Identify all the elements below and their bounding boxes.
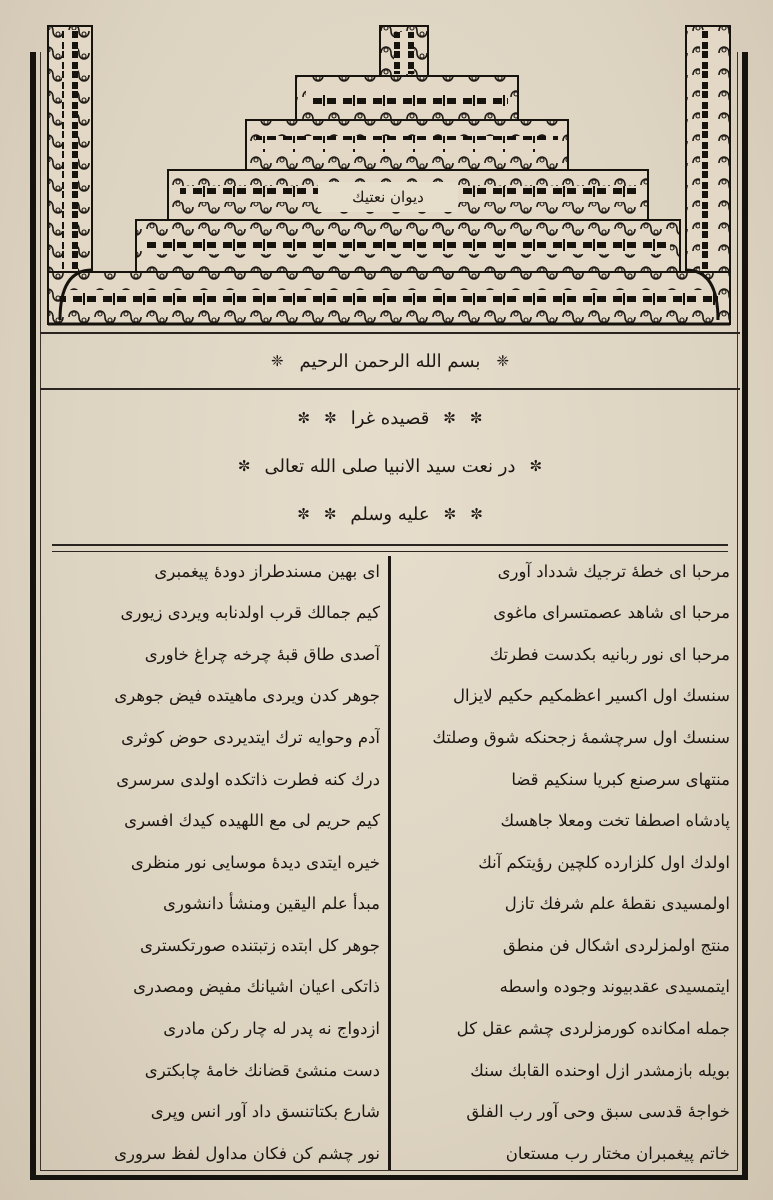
heading-line-2 [40, 446, 740, 486]
bismillah-band [40, 332, 740, 390]
verse-line: جوهر كدن ویردی ماهیتده فیض جوهری [114, 686, 380, 706]
star-ornament-icon: ✼ [297, 505, 310, 523]
verse-line: اولمسیدی نقطهٔ علم شرفك تازل [504, 894, 730, 914]
rosette-ornament-icon: ❈ [496, 352, 510, 370]
verse-line: ای بهین مسندطراز دودهٔ پیغمبری [154, 561, 380, 581]
verse-line: نور چشم كن فكان مداول لفظ سروری [114, 1143, 380, 1163]
verse-line: آصدی طاق قبهٔ چرخه چراغ خاوری [144, 644, 380, 664]
verse-line: درك كنه فطرت ذاتكده اولدی سرسری [116, 769, 380, 789]
verse-line: ذاتكی اعیان اشیانك مفیض ومصدری [133, 977, 380, 997]
verse-line: مبدأ علم الیقین ومنشأ دانشوری [163, 894, 380, 914]
heading-text-2: در نعت سید الانبیا صلی الله تعالی [264, 455, 516, 477]
verse-line: منتج اولمزلردی اشكال فن منطق [502, 935, 730, 955]
verse-line: ایتمسیدی عقدبیوند وجوده واسطه [499, 977, 730, 997]
star-ornament-icon: ✼ [469, 409, 483, 427]
verse-line: مرحبا ای نور ربانیه بكدست فطرتك [489, 644, 730, 664]
heading-text-1: قصیده غرا [350, 407, 430, 429]
verse-line: جمله امكانده كورمزلردی چشم عقل كل [456, 1018, 730, 1038]
verse-line: جوهر كل ابتده زتبتنده صورتكستری [139, 935, 380, 955]
verse-line: ازدواج نه پدر له چار ركن مادری [163, 1018, 380, 1038]
star-ornament-icon: ✼ [529, 457, 543, 475]
column-divider [388, 556, 391, 1170]
bismillah-text: بسم الله الرحمن الرحیم [299, 350, 481, 372]
verse-column-left [50, 556, 380, 1170]
rosette-ornament-icon: ❈ [270, 352, 284, 370]
verse-line: مرحبا ای خطهٔ ترجیك شدداد آوری [497, 561, 730, 581]
verse-line: خواجهٔ قدسی سبق وحی آور رب الفلق [466, 1102, 730, 1122]
verse-line: كیم جمالك قرب اولدنابه ویردی زیوری [120, 603, 380, 623]
star-ornament-icon: ✼ [443, 409, 456, 427]
star-ornament-icon: ✼ [237, 457, 251, 475]
verse-line: آدم وحوایه ترك ایتدیردی حوض كوثری [121, 728, 380, 747]
verse-line: منتهای سرصنع كبریا سنكیم قضا [511, 769, 730, 789]
star-ornament-icon: ✼ [324, 409, 337, 427]
verse-line: سنسك اول سرچشمهٔ زجحنكه شوق وصلتك [432, 728, 730, 747]
verse-line: دست منشئ قضانك خامهٔ چابكتری [144, 1060, 380, 1080]
star-ornament-icon: ✼ [323, 505, 337, 523]
verse-line: پادشاه اصطفا تخت ومعلا جاهسك [500, 811, 730, 831]
verse-line: شارع بكتاتنسق داد آور انس وپری [150, 1102, 380, 1122]
verse-line: كیم حریم لی مع اللهیده كیدك افسری [124, 811, 380, 831]
verse-line: خاتم پیغمبران مختار رب مستعان [505, 1143, 730, 1163]
verse-line: مرحبا ای شاهد عصمتسرای ماغوی [493, 603, 730, 623]
star-ornament-icon: ✼ [470, 505, 483, 523]
verse-column-right [400, 556, 730, 1170]
verse-line: بویله بازمشدر ازل اوحنده القابك سنك [470, 1060, 730, 1080]
star-ornament-icon: ✼ [443, 505, 457, 523]
verse-line: سنسك اول اكسیر اعظمكیم حكیم لایزال [453, 686, 730, 706]
heading-line-3 [40, 494, 740, 534]
heading-line-1 [40, 398, 740, 438]
column-top-rule [52, 544, 728, 552]
stepped-pyramid-ornament [48, 26, 730, 324]
heading-text-3: علیه وسلم [350, 503, 430, 525]
divan-title: دیوان نعتیك [318, 182, 458, 212]
verse-line: اولدك اول كلزارده كلچین رؤیتكم آنك [478, 852, 730, 872]
verse-line: خیره ایتدی دیدهٔ موسایی نور منظری [130, 852, 380, 872]
ornamental-headpiece [40, 20, 740, 332]
star-ornament-icon: ✼ [297, 409, 311, 427]
